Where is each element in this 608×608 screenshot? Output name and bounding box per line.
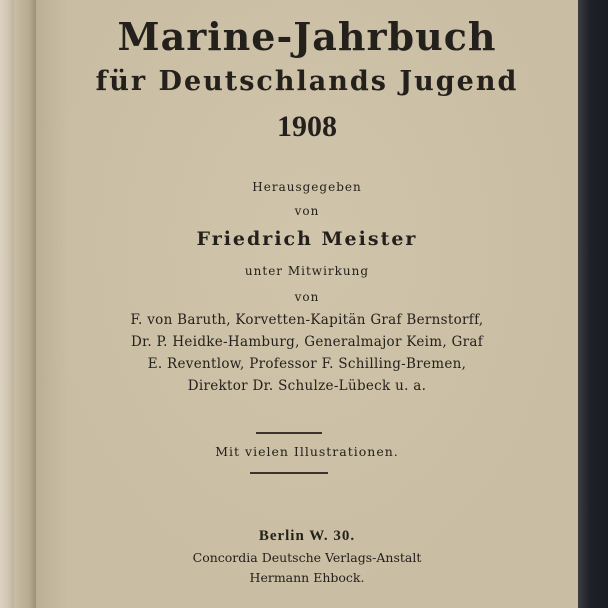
- book-subtitle: für Deutschlands Jugend: [95, 66, 519, 97]
- publisher-owner: Hermann Ehbock.: [249, 570, 365, 585]
- book-title: Marine-Jahrbuch: [117, 14, 497, 59]
- publication-year: 1908: [277, 110, 337, 143]
- publisher-name: Concordia Deutsche Verlags-Anstalt: [192, 550, 422, 565]
- publication-city: Berlin W. 30.: [258, 528, 356, 544]
- contributors-line: Direktor Dr. Schulze-Lübeck u. a.: [187, 378, 427, 394]
- edited-label: Herausgegeben: [252, 180, 362, 194]
- illustrations-note: Mit vielen Illustrationen.: [215, 444, 399, 459]
- by-label-contributors: von: [294, 290, 320, 304]
- editor-name: Friedrich Meister: [196, 228, 418, 250]
- book-gutter: [14, 0, 38, 608]
- scan-background-edge: [578, 0, 608, 608]
- contributors-line: F. von Baruth, Korvetten-Kapitän Graf Bernstorff,: [130, 312, 484, 328]
- contributors-line: E. Reventlow, Professor F. Schilling-Bremen,: [147, 356, 467, 372]
- decorative-rule-top: [256, 432, 322, 434]
- by-label: von: [294, 204, 320, 218]
- collaboration-label: unter Mitwirkung: [244, 264, 370, 278]
- title-page: [36, 0, 578, 608]
- contributors-line: Dr. P. Heidke-Hamburg, Generalmajor Keim, Graf: [130, 334, 484, 350]
- decorative-rule-bottom: [250, 472, 328, 474]
- previous-page-edge: [0, 0, 14, 608]
